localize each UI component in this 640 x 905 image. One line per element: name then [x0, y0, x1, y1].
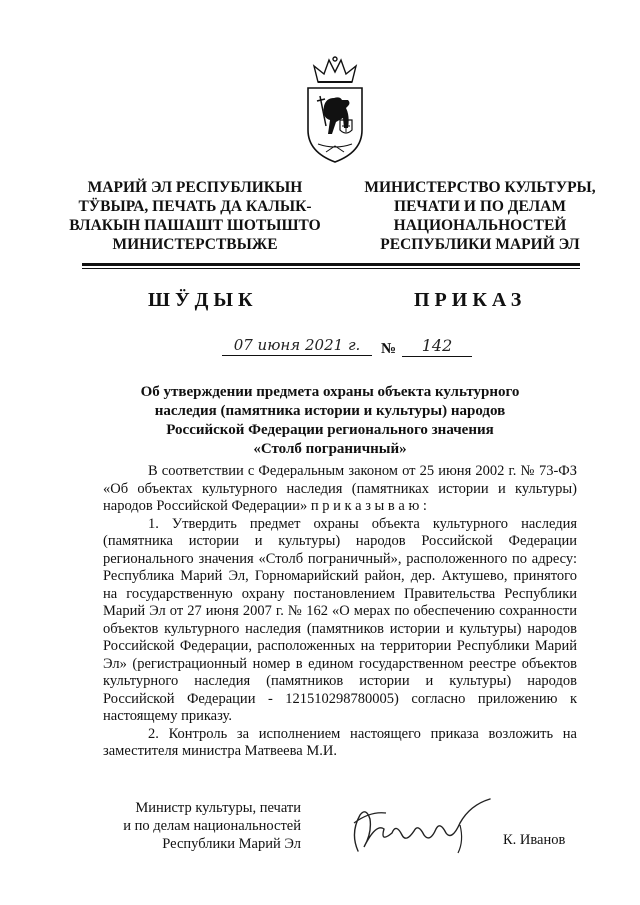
title-line: наследия (памятника истории и культуры) народов	[154, 403, 506, 419]
header-line: ПЕЧАТИ И ПО ДЕЛАМ	[394, 198, 566, 215]
header-line: МИНИСТЕРСТВО КУЛЬТУРЫ,	[364, 179, 596, 196]
ministry-name-mari	[60, 178, 330, 254]
header-divider-thin	[82, 268, 580, 269]
coat-of-arms-icon	[296, 56, 374, 166]
header-line: НАЦИОНАЛЬНОСТЕЙ	[393, 217, 567, 234]
header-line: МИНИСТЕРСТВЫЖЕ	[112, 236, 278, 253]
body-intro: В соответствии с Федеральным законом от 25 июня 2002 г. № 73-ФЗ «Об объектах культурного наследия (памятниках истории и культуры) народов Российской Федерации» п р и к а з ы в а ю :	[103, 463, 577, 514]
signatory-name: К. Иванов	[503, 832, 566, 848]
header-line: МАРИЙ ЭЛ РЕСПУБЛИКЫН	[87, 179, 303, 196]
body-item-2: 2. Контроль за исполнением настоящего приказа возложить на заместителя министра Матвеева М.И.	[103, 725, 577, 759]
crown-icon	[314, 57, 356, 82]
header-line: РЕСПУБЛИКИ МАРИЙ ЭЛ	[380, 236, 580, 253]
order-date: 07 июня 2021 г.	[222, 336, 372, 356]
signatory-position	[103, 799, 301, 853]
position-line: и по делам национальностей	[123, 818, 301, 834]
title-line: «Столб пограничный»	[253, 441, 407, 457]
order-body	[103, 463, 577, 761]
body-item-1: 1. Утвердить предмет охраны объекта культурного наследия (памятника истории и культуры) народов Российской Федерации регионального значения «Столб пограничный», расположенного по адресу: Республика Марий Эл, Горномарийский район, дер. Актушево, принятого на государственную охрану постановлением Правительства Республики Марий Эл от 27 июня 2007 г. № 162 «О мерах по обеспечению сохранности объектов культурного наследия (памятников истории и культуры) народов Российской Федерации, расположенных на территории Республики Марий Эл» (регистрационный номер в едином государственном реестре объектов культурного наследия (памятников истории и культуры) народов Российской Федерации - 121510298780005) согласно приложению к настоящему приказу.	[103, 515, 577, 724]
title-line: Российской Федерации регионального значения	[166, 422, 494, 438]
position-line: Министр культуры, печати	[135, 800, 301, 816]
number-sign: №	[381, 341, 397, 357]
order-number: 142	[402, 336, 472, 357]
order-title	[130, 383, 530, 459]
header-line: ВЛАКЫН ПАШАШТ ШОТЫШТО	[69, 217, 321, 234]
title-line: Об утверждении предмета охраны объекта культурного	[140, 384, 520, 400]
doc-type-mari: ШӰДЫК	[148, 289, 258, 311]
header-divider-thick	[82, 263, 580, 266]
signature-icon	[340, 793, 500, 859]
header-line: ТӰВЫРА, ПЕЧАТЬ ДА КАЛЫК-	[78, 198, 312, 215]
position-line: Республики Марий Эл	[162, 836, 301, 852]
doc-type-russian: ПРИКАЗ	[414, 289, 527, 311]
ministry-name-russian	[345, 178, 615, 254]
